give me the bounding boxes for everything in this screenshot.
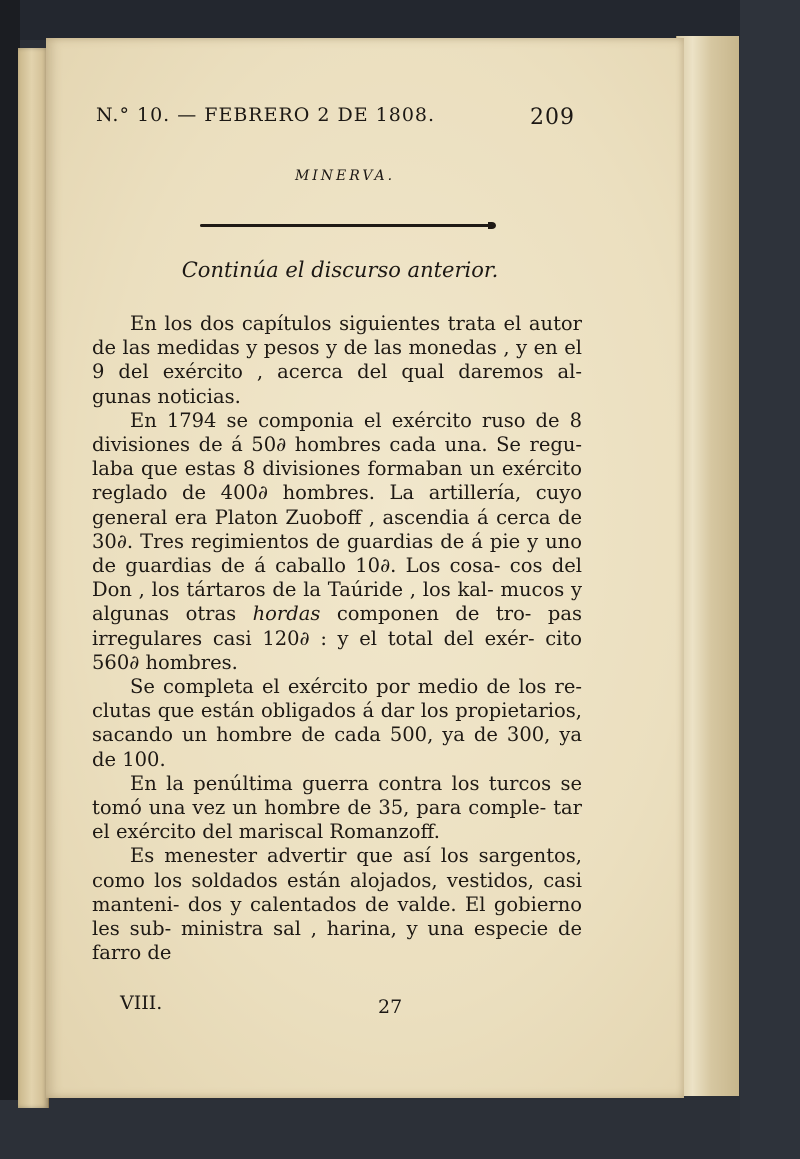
section-title: Continúa el discurso anterior.: [181, 258, 499, 282]
paragraph: [92, 409, 582, 675]
signature-mark: VIII.: [120, 992, 163, 1014]
paragraph-text: En 1794 se componia el exército ruso de 8 divisiones de á 50∂ hombres cada una. Se regu- laba que estas 8 divisiones formaban un exército reglado de 400∂ hombres. La artillería, cuyo general era Platon Zuoboff , ascendia á cerca de 30∂. Tres regimientos de guardias de á pie y uno de guardias de á caballo 10∂. Los cosa- cos del Don , los tártaros de la Taúride , los kal- mucos y algunas otras: [92, 408, 582, 626]
running-header: [96, 104, 576, 134]
paragraph-text: En los dos capítulos siguientes trata el autor de las medidas y pesos y de las monedas , y en el 9 del exército , acerca del qual daremos al- gunas noticias.: [92, 312, 582, 408]
scan-backdrop-bottom: [0, 1100, 800, 1159]
book-binding: [18, 48, 49, 1108]
paragraph-text: Se completa el exército por medio de los re- clutas que están obligados á dar los propietarios, sacando un hombre de cada 500, ya de 300, ya de 100.: [92, 675, 582, 771]
issue-line: N.° 10. — FEBRERO 2 DE 1808.: [96, 104, 436, 126]
paragraph: [92, 772, 582, 845]
italic-term: hordas: [252, 602, 321, 626]
folio-number: 209: [530, 105, 575, 130]
ornamental-rule: [200, 224, 490, 227]
paragraph-text-continued: componen de tro- pas irregulares casi 120∂ : y el total del exér- cito 560∂ hombres.: [92, 602, 583, 674]
journal-title: MINERVA.: [294, 168, 396, 184]
scan-backdrop-left: [0, 0, 20, 1159]
scan-backdrop-right: [740, 0, 800, 1159]
body-text: [92, 312, 582, 1002]
page-edges: [676, 36, 739, 1096]
scan-backdrop-top: [0, 0, 800, 40]
gathering-number: 27: [378, 996, 403, 1018]
paragraph-text: En la penúltima guerra contra los turcos se tomó una vez un hombre de 35, para comple- tar el exército del mariscal Romanzoff.: [92, 771, 582, 844]
paragraph: [92, 844, 582, 965]
paragraph-text: Es menester advertir que así los sargentos, como los soldados están alojados, vestidos, casi manteni- dos y calentados de valde. El gobierno les sub- ministra sal , harina, y una especie de farro de: [92, 844, 582, 965]
paragraph: [92, 675, 582, 772]
paragraph: [92, 312, 582, 409]
